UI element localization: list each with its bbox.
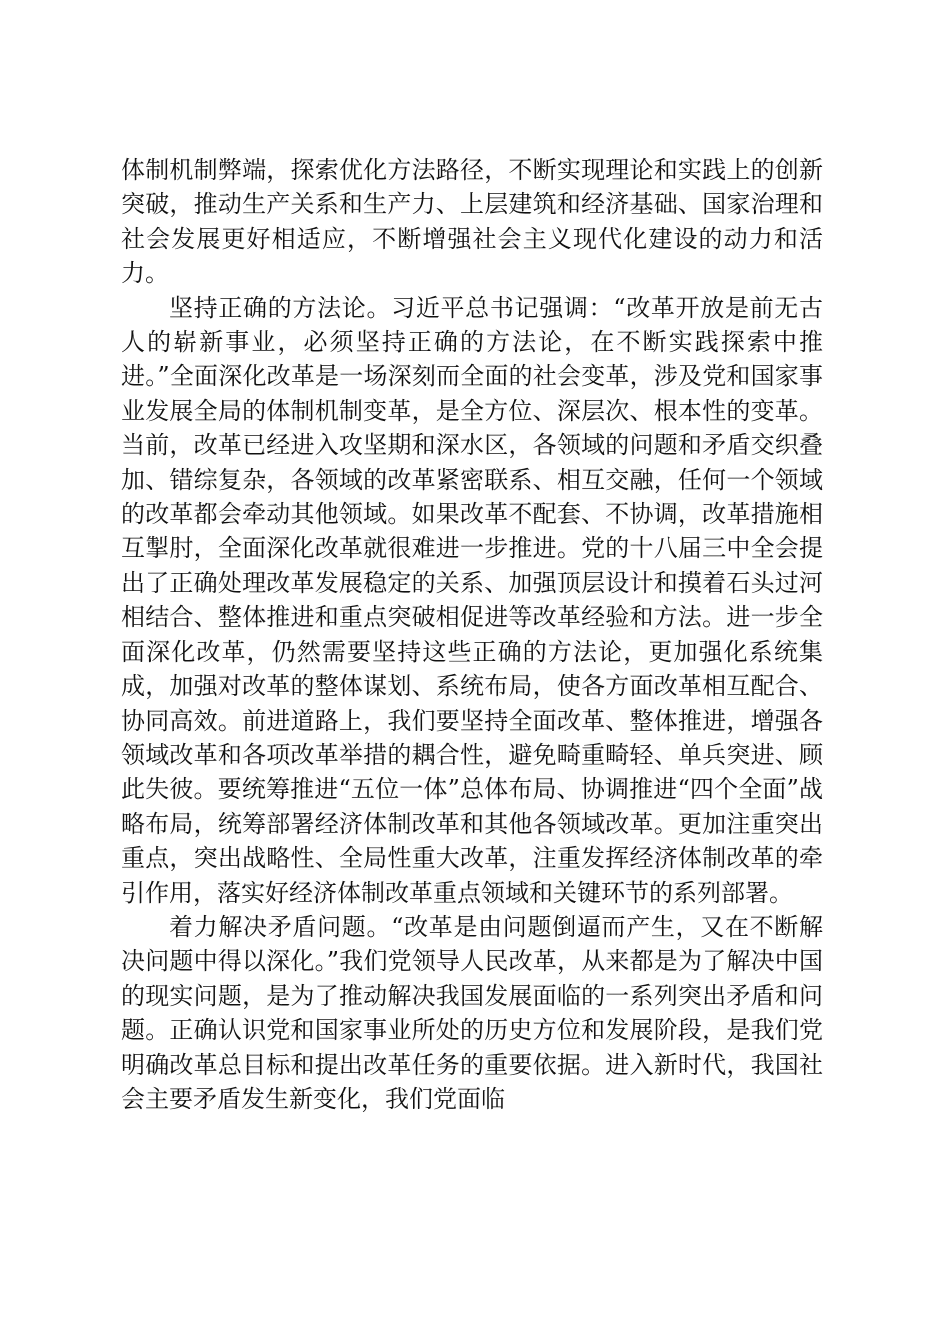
paragraph-3: 着力解决矛盾问题。“改革是由问题倒逼而产生，又在不断解决问题中得以深化。”我们党领导人民改革，从来都是为了解决中国的现实问题，是为了推动解决我国发展面临的一系列突出矛盾和问题。正确认识党和国家事业所处的历史方位和发展阶段，是我们党明确改革总目标和提出改革任务的重要依据。进入新时代，我国社会主要矛盾发生新变化，我们党面临 <box>121 912 823 1113</box>
body-text <box>121 153 823 1116</box>
paragraph-2: 坚持正确的方法论。习近平总书记强调：“改革开放是前无古人的崭新事业，必须坚持正确的方法论，在不断实践探索中推进。”全面深化改革是一场深刻而全面的社会变革，涉及党和国家事业发展全局的体制机制变革，是全方位、深层次、根本性的变革。当前，改革已经进入攻坚期和深水区，各领域的问题和矛盾交织叠加、错综复杂，各领域的改革紧密联系、相互交融，任何一个领域的改革都会牵动其他领域。如果改革不配套、不协调，改革措施相互掣肘，全面深化改革就很难进一步推进。党的十八届三中全会提出了正确处理改革发展稳定的关系、加强顶层设计和摸着石头过河相结合、整体推进和重点突破相促进等改革经验和方法。进一步全面深化改革，仍然需要坚持这些正确的方法论，更加强化系统集成，加强对改革的整体谋划、系统布局，使各方面改革相互配合、协同高效。前进道路上，我们要坚持全面改革、整体推进，增强各领域改革和各项改革举措的耦合性，避免畸重畸轻、单兵突进、顾此失彼。要统筹推进“五位一体”总体布局、协调推进“四个全面”战略布局，统筹部署经济体制改革和其他各领域改革。更加注重突出重点，突出战略性、全局性重大改革，注重发挥经济体制改革的牵引作用，落实好经济体制改革重点领域和关键环节的系列部署。 <box>121 293 823 907</box>
paragraph-1: 体制机制弊端，探索优化方法路径，不断实现理论和实践上的创新突破，推动生产关系和生产力、上层建筑和经济基础、国家治理和社会发展更好相适应，不断增强社会主义现代化建设的动力和活力。 <box>121 156 823 288</box>
